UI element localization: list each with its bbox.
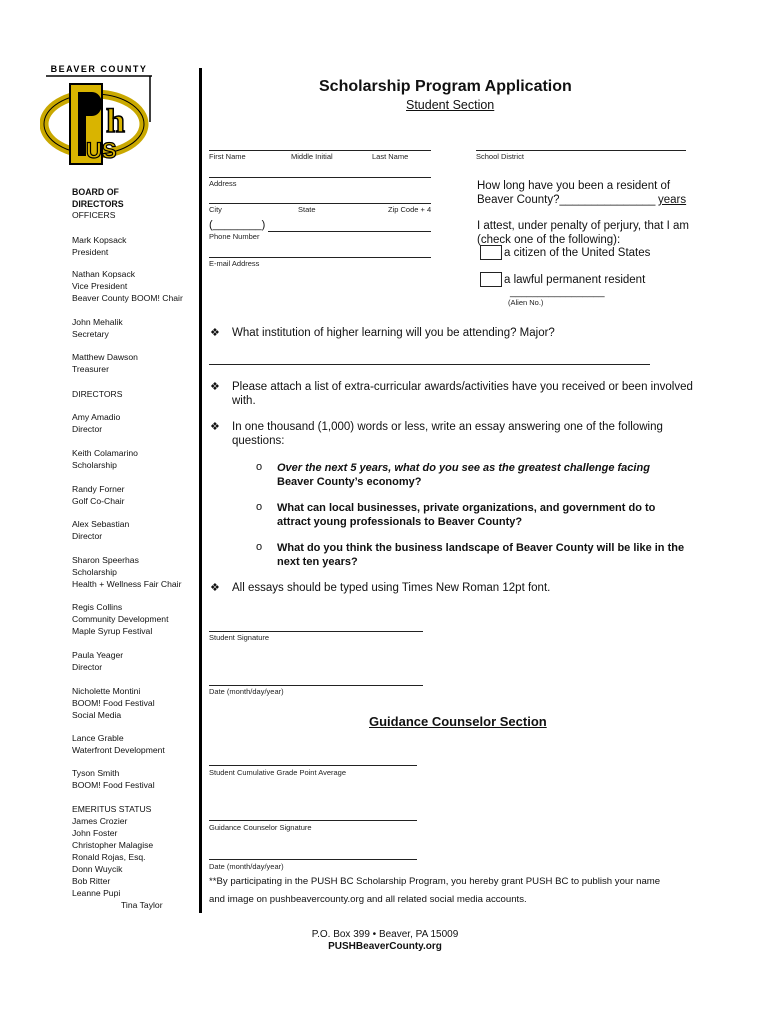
- officer-role: Vice President: [72, 281, 128, 291]
- attest-line1: I attest, under penalty of perjury, that I am: [477, 220, 690, 232]
- director-role: Director: [72, 531, 103, 541]
- school-district-line[interactable]: [476, 150, 686, 151]
- student-signature-line[interactable]: [209, 631, 423, 632]
- page-title: Scholarship Program Application: [319, 78, 572, 95]
- director-role: Maple Syrup Festival: [72, 626, 153, 636]
- student-date-label: Date (month/day/year): [209, 687, 284, 696]
- director-role: BOOM! Food Festival: [72, 698, 155, 708]
- director-role: Golf Co-Chair: [72, 496, 125, 506]
- officer-role: Secretary: [72, 329, 109, 339]
- director-name: Alex Sebastian: [72, 519, 130, 529]
- director-role: Community Development: [72, 614, 169, 624]
- director-role: Waterfront Development: [72, 745, 165, 755]
- alien-number-line[interactable]: _________________: [510, 287, 605, 298]
- section-subtitle: Student Section: [406, 98, 495, 112]
- essay-option3-line2: next ten years?: [277, 556, 358, 568]
- attach-instruction-line1: Please attach a list of extra-curricular awards/activities have you received or been involved: [232, 381, 693, 393]
- director-role: BOOM! Food Festival: [72, 780, 155, 790]
- consent-line1: **By participating in the PUSH BC Scholarship Program, you hereby grant PUSH BC to publish your name: [209, 876, 661, 887]
- city-state-zip-line[interactable]: [209, 203, 431, 204]
- middle-initial-label: Middle Initial: [291, 152, 333, 161]
- gpa-label: Student Cumulative Grade Point Average: [209, 768, 347, 777]
- director-name: Paula Yeager: [72, 650, 124, 660]
- attest-line2: (check one of the following):: [477, 234, 621, 246]
- last-name-label: Last Name: [372, 152, 409, 161]
- address-label: Address: [209, 179, 237, 188]
- director-role: Scholarship: [72, 567, 117, 577]
- emeritus-member: James Crozier: [72, 816, 128, 826]
- bullet-icon: ❖: [210, 381, 220, 393]
- emeritus-member: John Foster: [72, 828, 118, 838]
- essay-option1-line1: Over the next 5 years, what do you see as the greatest challenge facing: [277, 462, 650, 474]
- bullet-icon: ❖: [210, 421, 220, 433]
- name-line[interactable]: [209, 150, 431, 151]
- essay-option2-line2: attract young professionals to Beaver County?: [277, 516, 523, 528]
- director-name: Keith Colamarino: [72, 448, 138, 458]
- officer-name: Mark Kopsack: [72, 235, 127, 245]
- student-date-line[interactable]: [209, 685, 423, 686]
- phone-line[interactable]: [268, 231, 431, 232]
- director-name: Amy Amadio: [72, 412, 121, 422]
- vertical-divider: [199, 68, 202, 913]
- option-circle-icon: o: [256, 541, 263, 553]
- essay-option1-line2: Beaver County’s economy?: [277, 476, 422, 488]
- director-role: Director: [72, 424, 103, 434]
- svg-text:US: US: [86, 138, 117, 163]
- counselor-signature-line[interactable]: [209, 820, 417, 821]
- officer-role: Beaver County BOOM! Chair: [72, 293, 183, 303]
- citizen-label: a citizen of the United States: [504, 247, 651, 259]
- attach-instruction-line2: with.: [232, 395, 256, 407]
- resident-question-line2: Beaver County?_______________: [477, 194, 656, 206]
- footer-address: P.O. Box 399 • Beaver, PA 15009: [311, 929, 459, 940]
- director-name: Lance Grable: [72, 733, 124, 743]
- gpa-line[interactable]: [209, 765, 417, 766]
- option-circle-icon: o: [256, 501, 263, 513]
- svg-text:h: h: [106, 103, 125, 140]
- email-label: E-mail Address: [209, 259, 260, 268]
- footer-website[interactable]: PUSHBeaverCounty.org: [328, 941, 442, 952]
- institution-question: What institution of higher learning will you be attending? Major?: [232, 327, 555, 339]
- address-line[interactable]: [209, 177, 431, 178]
- alien-number-label: (Alien No.): [508, 298, 544, 307]
- emeritus-member: Bob Ritter: [72, 876, 111, 886]
- director-name: Randy Forner: [72, 484, 125, 494]
- officer-name: Nathan Kopsack: [72, 269, 136, 279]
- counselor-date-label: Date (month/day/year): [209, 862, 284, 871]
- citizen-checkbox[interactable]: [480, 245, 502, 260]
- officer-role: President: [72, 247, 109, 257]
- push-beaver-county-logo: [40, 62, 158, 174]
- essay-instruction-line1: In one thousand (1,000) words or less, write an essay answering one of the following: [232, 421, 663, 433]
- officer-role: Treasurer: [72, 364, 109, 374]
- counselor-signature-label: Guidance Counselor Signature: [209, 823, 312, 832]
- officer-name: Matthew Dawson: [72, 352, 138, 362]
- officers-heading: OFFICERS: [72, 210, 116, 220]
- director-name: Nicholette Montini: [72, 686, 141, 696]
- typing-instruction: All essays should be typed using Times New Roman 12pt font.: [232, 582, 551, 594]
- emeritus-member: Leanne Pupi: [72, 888, 121, 898]
- emeritus-heading: EMERITUS STATUS: [72, 804, 152, 814]
- director-role: Director: [72, 662, 103, 672]
- board-heading: BOARD OF DIRECTORS: [72, 187, 124, 209]
- school-district-label: School District: [476, 152, 524, 161]
- director-name: Regis Collins: [72, 602, 123, 612]
- counselor-date-line[interactable]: [209, 859, 417, 860]
- essay-option2-line1: What can local businesses, private organizations, and government do to: [277, 502, 656, 514]
- zip-label: Zip Code + 4: [388, 205, 432, 214]
- emeritus-member: Ronald Rojas, Esq.: [72, 852, 146, 862]
- director-role: Health + Wellness Fair Chair: [72, 579, 182, 589]
- phone-label: Phone Number: [209, 232, 260, 241]
- consent-line2: and image on pushbeavercounty.org and all related social media accounts.: [209, 894, 527, 905]
- director-role: Social Media: [72, 710, 122, 720]
- phone-area-code: (________): [209, 219, 266, 231]
- student-signature-label: Student Signature: [209, 633, 270, 642]
- emeritus-member: Donn Wuycik: [72, 864, 123, 874]
- bullet-icon: ❖: [210, 582, 220, 594]
- logo-top-text: BEAVER COUNTY: [50, 64, 148, 74]
- officer-name: John Mehalik: [72, 317, 123, 327]
- resident-question-line1: How long have you been a resident of: [477, 180, 671, 192]
- director-name: Sharon Speerhas: [72, 555, 139, 565]
- emeritus-member: Christopher Malagise: [72, 840, 154, 850]
- city-label: City: [209, 205, 222, 214]
- resident-years-label: years: [658, 194, 687, 206]
- state-label: State: [298, 205, 316, 214]
- directors-heading: DIRECTORS: [72, 389, 123, 399]
- director-role: Scholarship: [72, 460, 117, 470]
- emeritus-member: Tina Taylor: [121, 900, 163, 910]
- essay-instruction-line2: questions:: [232, 435, 285, 447]
- counselor-section-heading: Guidance Counselor Section: [369, 714, 547, 729]
- option-circle-icon: o: [256, 461, 263, 473]
- essay-option3-line1: What do you think the business landscape of Beaver County will be like in the: [277, 542, 685, 554]
- permanent-resident-label: a lawful permanent resident: [504, 274, 646, 286]
- first-name-label: First Name: [209, 152, 246, 161]
- institution-answer-line[interactable]: [209, 364, 650, 365]
- permanent-resident-checkbox[interactable]: [480, 272, 502, 287]
- bullet-icon: ❖: [210, 327, 220, 339]
- director-name: Tyson Smith: [72, 768, 120, 778]
- email-line[interactable]: [209, 257, 431, 258]
